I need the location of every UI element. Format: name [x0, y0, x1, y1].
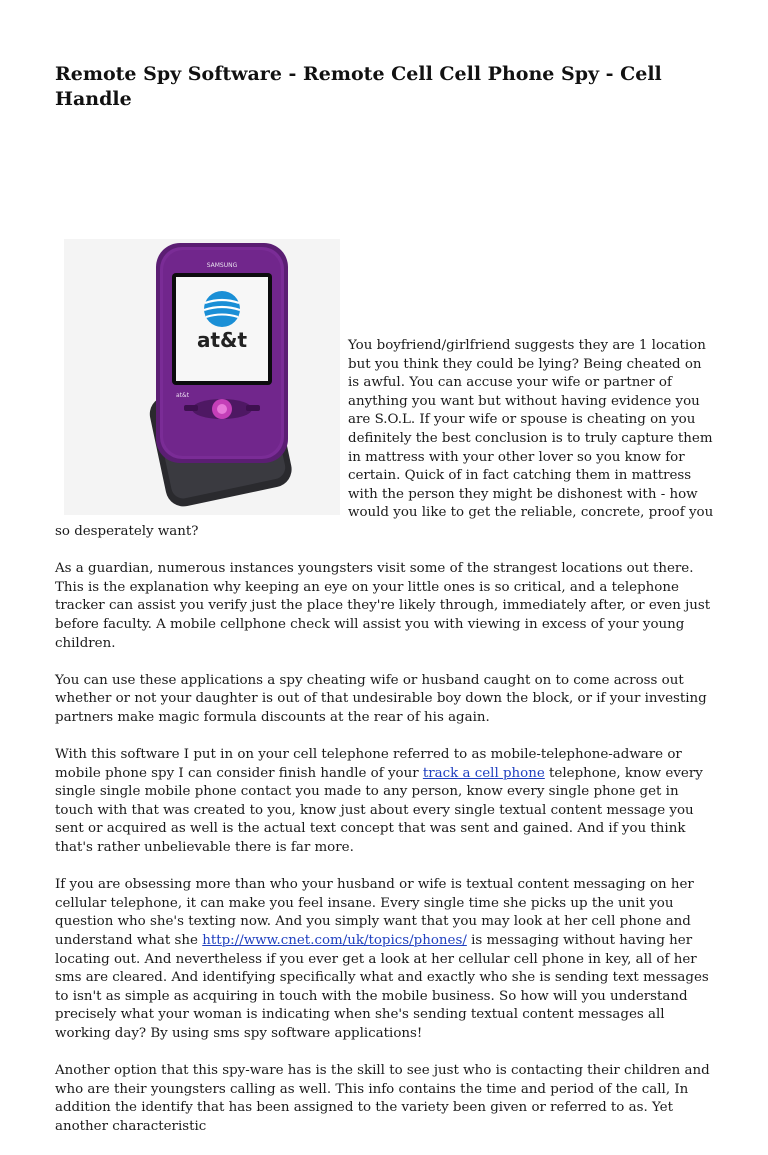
paragraph-1: You boyfriend/girlfriend suggests they are 1 location but you think they could be lying? Being cheated on is awful. You can accuse your wife or partner of anything you want but without having evidence you are S.O.L. If your wife or spouse is cheating on you definitely the best conclusion is to truly capture them in mattress with your other lover so you know for certain. Quick of in fact catching them in mattress with the person they might be dishonest with - how would you like to get the reliable, concrete, proof you so desperately want?: [55, 338, 714, 539]
track-a-cell-phone-link[interactable]: track a cell phone: [422, 765, 545, 781]
cnet-phones-link[interactable]: http://www.cnet.com/uk/topics/phones/: [202, 933, 467, 948]
paragraph-3: You can use these applications a spy cheating wife or husband caught on to come across out whether or not your daughter is out of that undesirable boy down the block, or if your investing partners make magic formula discounts at the rear of his again.: [55, 672, 707, 725]
paragraph-5-text-end: is messaging without having her locating out. And nevertheless if you ever get a look at her cellular cell phone in key, all of her sms are cleared. And identifying specifically what and exactly who she is sending text messages to isn't as simple as acquiring in touch with the mobile business. So how will you understand precisely what your woman is indicating when she's sending textual content messages all working day? By using sms spy software applications!: [55, 933, 709, 1041]
paragraph-6: Another option that this spy-ware has is the skill to see just who is contacting their children and who are their youngsters calling as well. This info contains the time and period of the call, In addition the identify that has been assigned to the variety been given or referred to as. Yet another characteristic: [55, 1063, 710, 1134]
paragraph-5: [55, 876, 714, 1043]
small-carrier-logo: at&t: [176, 392, 190, 399]
phone-illustration: [64, 239, 340, 515]
paragraph-4: [55, 746, 714, 858]
paragraph-4-text-end: telephone, know every single single mobile phone contact you made to any person, know every single phone get in touch with that was created to you, know just about every single textual content message you sent or acquired as well is the actual text concept that was sent and gained. And if you think that's rather unbelievable there is far more.: [55, 765, 703, 856]
document-page: [55, 0, 714, 1155]
article-body: [55, 239, 714, 1137]
carrier-logo: at&t: [196, 328, 248, 352]
paragraph-4-text-start: With this software I put in on your cell telephone referred to as mobile-telephone-adware or mobile phone spy I can consider finish handle of your: [55, 747, 682, 781]
paragraph-2: As a guardian, numerous instances youngsters visit some of the strangest locations out there. This is the explanation why keeping an eye on your little ones is so critical, and a telephone tracker can assist you verify just the place they're likely through, immediately after, or even just before faculty. A mobile cellphone check will assist you with viewing in excess of your young children.: [55, 561, 711, 651]
brand-text: SAMSUNG: [206, 262, 238, 269]
article-title: Remote Spy Software - Remote Cell Cell Phone Spy - Cell Handle: [55, 63, 662, 110]
phone-image: [64, 239, 340, 515]
paragraph-5-text-start: If you are obsessing more than who your husband or wife is textual content messaging on her cellular telephone, it can make you feel insane. Every single time she picks up the unit you question who she's texting now. And you simply want that you may look at her cell phone and understand what she: [55, 877, 694, 948]
